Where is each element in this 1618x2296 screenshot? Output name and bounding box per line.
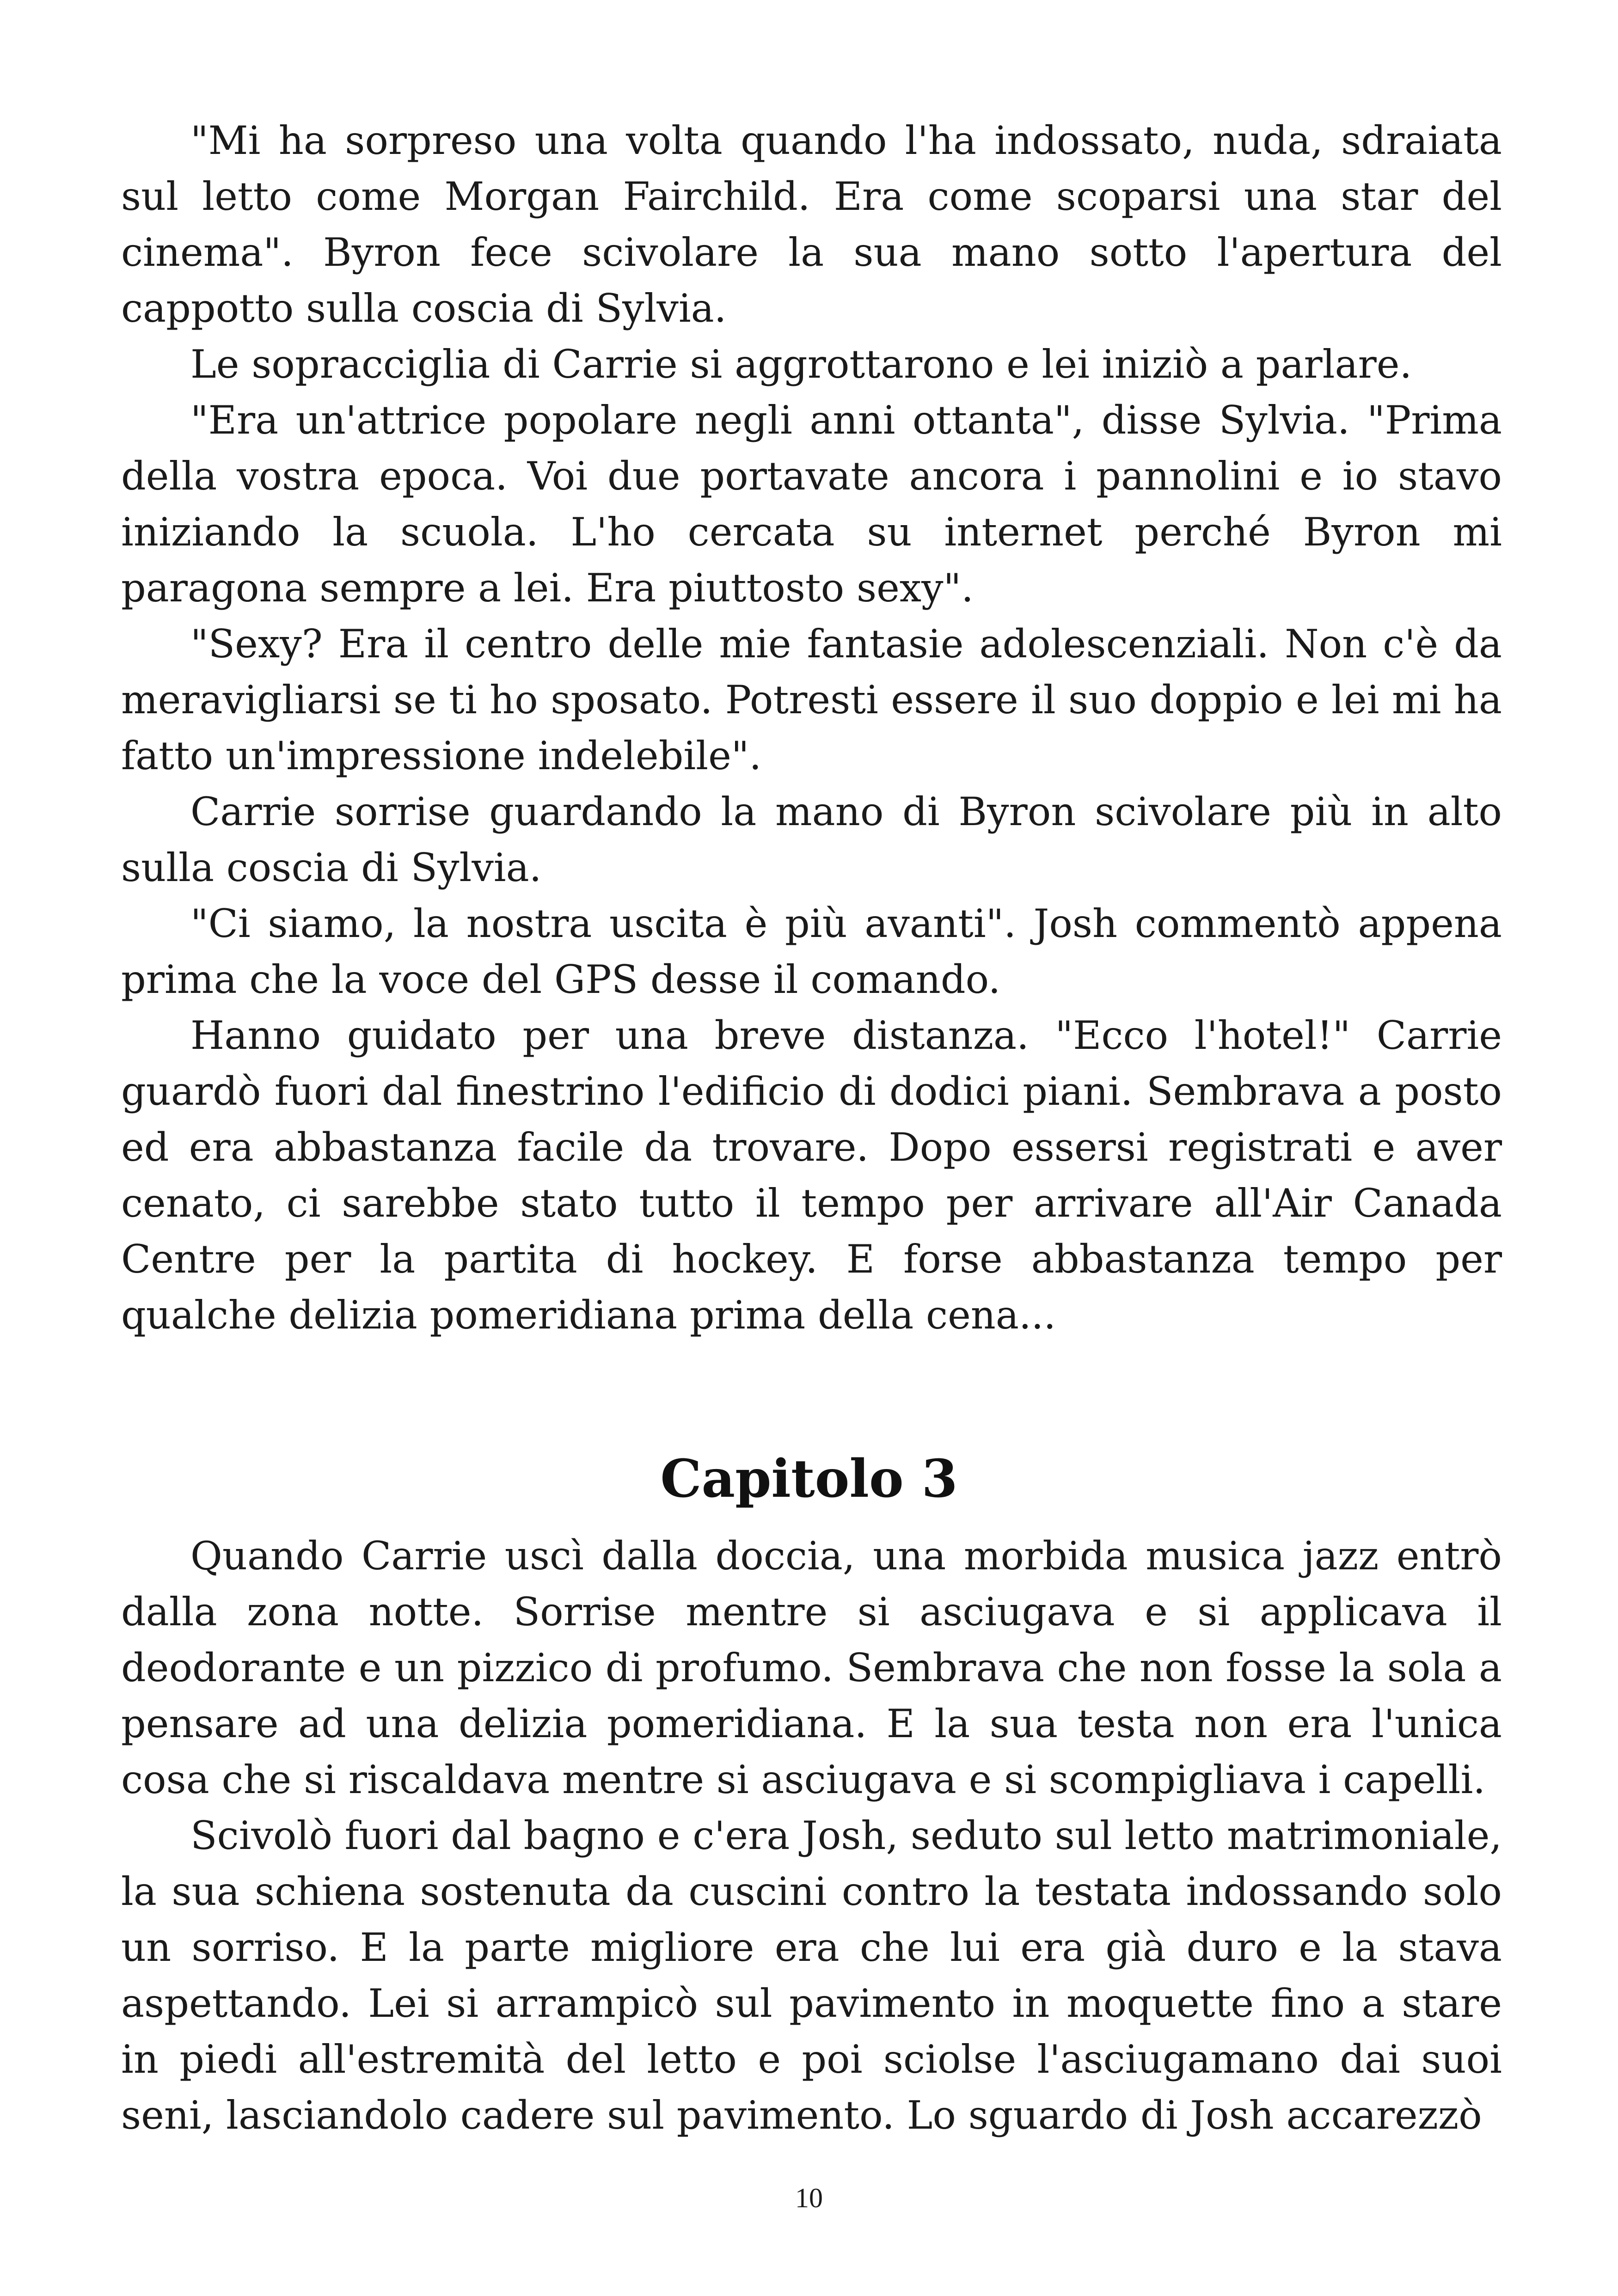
paragraph: "Era un'attrice popolare negli anni ottanta", disse Sylvia. "Prima della vostra epoca. Voi due portavate ancora i pannolini e io stavo iniziando la scuola. L'ho cercata su internet perché Byron mi paragona sempre a lei. Era piuttosto sexy". xyxy=(121,398,1502,611)
page-number: 10 xyxy=(795,2183,823,2213)
paragraph: Quando Carrie uscì dalla doccia, una morbida musica jazz entrò dalla zona notte. Sorrise mentre si asciugava e si applicava il deodorante e un pizzico di profumo. Sembrava che non fosse la sola a pensare ad una delizia pomeridiana. E la sua testa non era l'unica cosa che si riscaldava mentre si asciugava e si scompigliava i capelli. xyxy=(121,1533,1502,1802)
chapter-2-ending xyxy=(121,113,1502,1343)
chapter-3-body xyxy=(121,1528,1502,2143)
paragraph: Le sopracciglia di Carrie si aggrottarono e lei iniziò a parlare. xyxy=(190,342,1412,387)
chapter-title: Capitolo 3 xyxy=(660,1449,958,1509)
paragraph: "Ci siamo, la nostra uscita è più avanti". Josh commentò appena prima che la voce del GPS desse il comando. xyxy=(121,901,1502,1002)
paragraph: "Sexy? Era il centro delle mie fantasie adolescenziali. Non c'è da meravigliarsi se ti ho sposato. Potresti essere il suo doppio e lei mi ha fatto un'impressione indelebile". xyxy=(121,621,1502,778)
paragraph: "Mi ha sorpreso una volta quando l'ha indossato, nuda, sdraiata sul letto come Morgan Fairchild. Era come scoparsi una star del cinema". Byron fece scivolare la sua mano sotto l'apertura del cappotto sulla coscia di Sylvia. xyxy=(121,118,1502,331)
paragraph: Scivolò fuori dal bagno e c'era Josh, seduto sul letto matrimoniale, la sua schiena sostenuta da cuscini contro la testata indossando solo un sorriso. E la parte migliore era che lui era già duro e la stava aspettando. Lei si arrampicò sul pavimento in moquette fino a stare in piedi all'estremità del letto e poi sciolse l'asciugamano dai suoi seni, lasciandolo cadere sul pavimento. Lo sguardo di Josh accarezzò xyxy=(121,1813,1502,2138)
paragraph: Hanno guidato per una breve distanza. "Ecco l'hotel!" Carrie guardò fuori dal finestrino l'edificio di dodici piani. Sembrava a posto ed era abbastanza facile da trovare. Dopo essersi registrati e aver cenato, ci sarebbe stato tutto il tempo per arrivare all'Air Canada Centre per la partita di hockey. E forse abbastanza tempo per qualche delizia pomeridiana prima della cena... xyxy=(121,1013,1502,1338)
paragraph: Carrie sorrise guardando la mano di Byron scivolare più in alto sulla coscia di Sylvia. xyxy=(121,789,1502,890)
